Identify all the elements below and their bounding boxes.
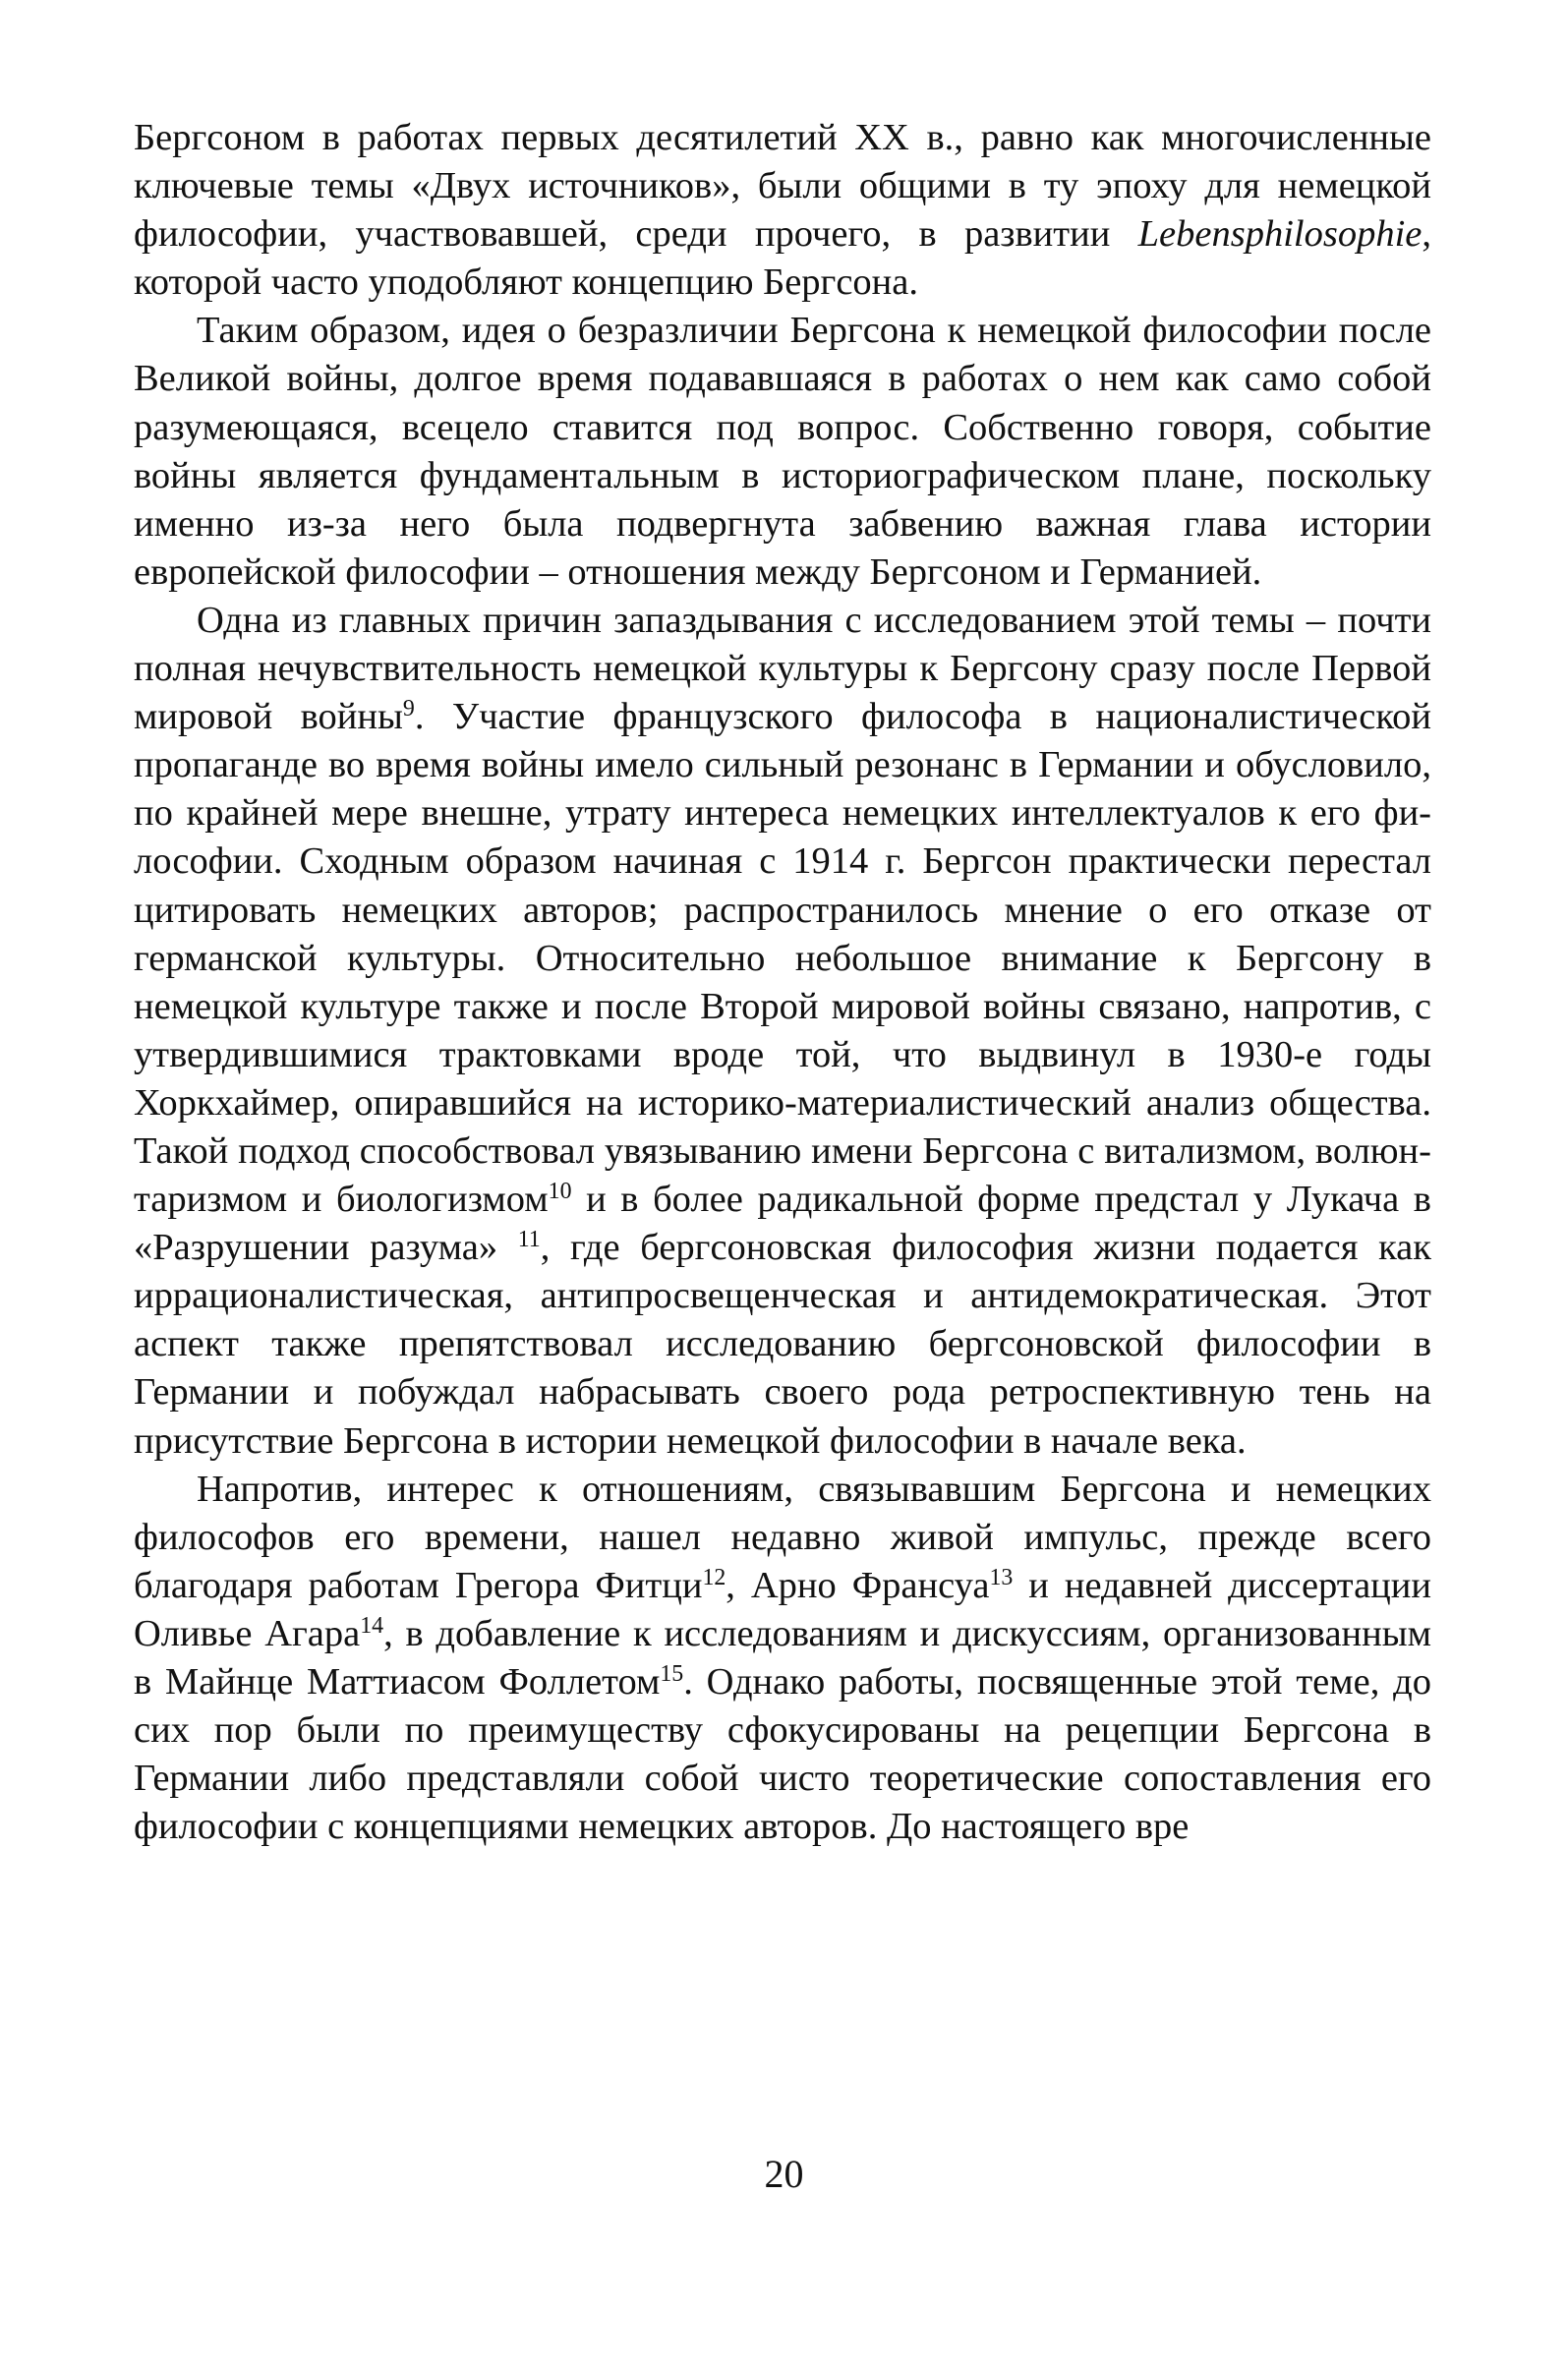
footnote-ref-10: 10 [548, 1178, 572, 1204]
paragraph-1 [134, 114, 1431, 307]
footnote-ref-14: 14 [360, 1612, 384, 1639]
paragraph-3-text-4: , где бергсоновская философия жизни подается как иррационалистическая, антипросвещенческая и антидемократическая. Этот аспект также препятствовал исследованию бергсоновской философии в Германии и побуждал набрасывать своего рода ретроспективную тень на присутствие Бергсона в истории немецкой философии в начале века. [134, 1227, 1431, 1462]
paragraph-4-text-4: , в добавление к исследованиям и дискуссиям, организованным в Майнце Маттиасом Фоллетом [134, 1612, 1431, 1703]
page-number: 20 [764, 2152, 804, 2196]
paragraph-4-text-1: Напротив, интерес к отношениям, связывавшим Бергсона и немецких философов его времени, нашел недавно живой импульс, прежде всего благодаря работам Грегора Фитци [134, 1468, 1431, 1606]
paragraph-3-text-2: . Участие французского философа в националистической пропаганде во время войны имело сильный резонанс в Германии и обусловило, по крайней мере внешне, утрату интереса немецких интеллектуалов к его философии. Сходным образом начиная с 1914 г. Бергсон практически перестал цитировать немецких авторов; распространилось мнение о его отказе от германской культуры. Относительно небольшое внимание к Бергсону в немецкой культуре также и после Второй мировой войны связано, напротив, с утвердившимися трактовками вроде той, что выдвинул в 1930-е годы Хоркхаймер, опиравшийся на историко-материалистический анализ общества. Такой подход способствовал увязыванию имени Бергсона с витализмом, волюнтаризмом и биологизмом [134, 696, 1431, 1221]
paragraph-4 [134, 1466, 1431, 1852]
footnote-ref-13: 13 [989, 1564, 1014, 1590]
footnote-ref-11: 11 [517, 1227, 541, 1253]
paragraph-3 [134, 597, 1431, 1466]
paragraph-2 [134, 307, 1431, 597]
footnote-ref-15: 15 [660, 1660, 684, 1687]
paragraph-4-text-3: и недавней диссертации Оливье Агара [134, 1564, 1431, 1654]
paragraph-4-text-2: , Арно Франсуа [726, 1564, 990, 1606]
paragraph-4-text-5: . Однако работы, посвященные этой теме, до сих пор были по преимуществу сфокусированы на рецепции Бергсона в Германии либо представляли собой чисто теоретические сопоставления его философии с концепциями немецких авторов. До настоящего вре [134, 1661, 1432, 1848]
paragraph-1-text-2: , которой часто уподобляют концепцию Бергсона. [134, 213, 1431, 304]
footnote-ref-9: 9 [402, 696, 415, 722]
footnote-ref-12: 12 [702, 1564, 726, 1590]
paragraph-1-term-lebensphilosophie: Lebensphilosophie [1137, 213, 1423, 256]
paragraph-3-text-3: и в более радикальной форме предстал у Лукача в «Разрушении разума» [134, 1179, 1431, 1269]
paragraph-3-text-1: Одна из главных причин запаздывания с исследованием этой темы – почти полная нечувствительность немецкой культуры к Бергсону сразу после Первой мировой войны [134, 599, 1431, 738]
paragraph-2-text-1: Таким образом, идея о безразличии Бергсона к немецкой философии после Великой войны, долгое время подававшаяся в работах о нем как само собой разумеющаяся, всецело ставится под вопрос. Собственно говоря, событие войны является фундаментальным в историографическом плане, поскольку именно из-за него была подвергнута забвению важная глава истории европейской философии – отношения между Бергсоном и Германией. [134, 310, 1431, 593]
page-body [134, 114, 1431, 1851]
paragraph-1-text-1: Бергсоном в работах первых десятилетий XX в., равно как многочисленные ключевые темы «Двух источников», были общими в ту эпоху для немецкой философии, участвовавшей, среди прочего, в развитии [134, 117, 1431, 256]
